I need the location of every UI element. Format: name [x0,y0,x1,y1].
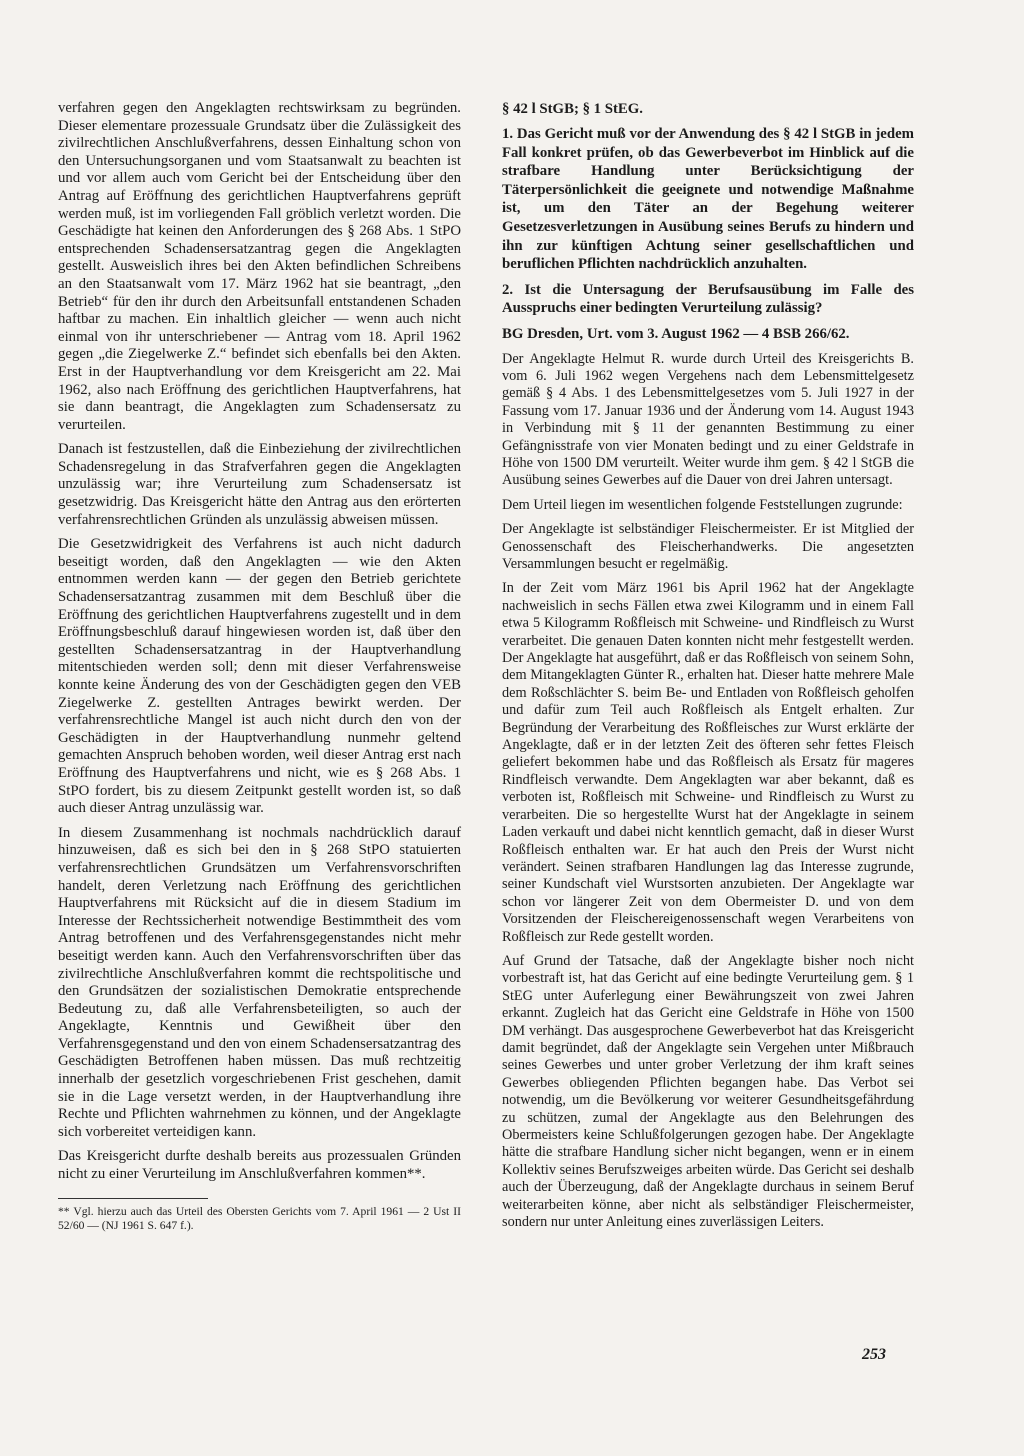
footnote: ** Vgl. hierzu auch das Urteil des Obersten Gerichts vom 7. April 1961 — 2 Ust II 52/60 — (NJ 1961 S. 647 f.). [58,1204,461,1233]
headnote-1: 1. Das Gericht muß vor der Anwendung des § 42 l StGB in jedem Fall konkret prüfen, ob das Gewerbeverbot im Hinblick auf die strafbare Handlung unter Berücksichtigung der Täterpersönlichkeit die geeignete und notwendige Maßnahme ist, um den Täter an der Begehung weiterer Gesetzesverletzungen in Ausübung seines Berufs zu hindern und ihn zur künftigen Achtung seiner gesellschaftlichen und beruflichen Pflichten nachdrücklich anzuhalten. [502,126,914,273]
case-citation: BG Dresden, Urt. vom 3. August 1962 — 4 BSB 266/62. [502,325,850,342]
right-paragraph-5: Auf Grund der Tatsache, daß der Angeklagte bisher noch nicht vorbestraft ist, hat das Gericht auf eine bedingte Verurteilung gem. § 1 StEG unter Auferlegung einer Bewährungszeit von zwei Jahren erkannt. Zugleich hat das Gericht eine Geldstrafe in Höhe von 1500 DM verhängt. Das ausgesprochene Gewerbeverbot hat das Kreisgericht damit begründet, daß der Angeklagte sein Vergehen unter Mißbrauch seines Gewerbes und unter grober Verletzung der ihm kraft seines Gewerbes obliegenden Pflichten begangen habe. Das Verbot sei notwendig, um die Bevölkerung vor weiterer Gesundheitsgefährdung zu schützen, zumal der Angeklagte aus den Belehrungen des Obermeisters keine Schlußfolgerungen gezogen habe. Der Angeklagte hätte die strafbare Handlung sicher nicht begangen, wenn er in einem Kollektiv seines Berufszweiges arbeiten würde. Das Gericht sei deshalb auch der Überzeugung, daß der Angeklagte durchaus in seinem Beruf weiterarbeiten könne, aber nicht als selbständiger Fleischermeister, sondern nur unter Anleitung eines zuverlässigen Leiters. [502,952,914,1231]
headnote-2: 2. Ist die Untersagung der Berufsausübung im Falle des Ausspruchs einer bedingten Verurteilung zulässig? [502,281,914,317]
footnote-divider [58,1198,208,1199]
page-number: 253 [862,1346,886,1363]
left-paragraph-4: In diesem Zusammenhang ist nochmals nachdrücklich darauf hinzuweisen, daß es sich bei den in § 268 StPO statuierten verfahrensrechtlichen Grundsätzen um Verfahrensvorschriften handelt, deren Verletzung nach Eröffnung des gerichtlichen Hauptverfahrens mit Rücksicht auf die in diesem Stadium im Interesse der Rechtssicherheit notwendige Bestimmtheit des vom Antrag betroffenen und des Verfahrensgegenstandes nicht mehr beseitigt werden kann. Auch den Verfahrensvorschriften über das zivilrechtliche Anschlußverfahren kommt die rechtspolitische und den Grundsätzen der sozialistischen Demokratie entsprechende Bedeutung zu, daß alle Verfahrensbeteiligten, so auch der Angeklagte, Kenntnis und Gewißheit über den Verfahrensgegenstand und den von einem Schadensersatzantrag des Geschädigten Betroffenen haben müssen. Das muß rechtzeitig innerhalb der gesetzlich vorgeschriebenen Frist geschehen, damit sie in die Lage versetzt werden, in der Hauptverhandlung ihre Rechte und Pflichten wahrnehmen zu können, und der Angeklagte sich vorbereitet verteidigen kann. [58,824,461,1140]
left-column [58,100,461,1233]
left-paragraph-2: Danach ist festzustellen, daß die Einbeziehung der zivilrechtlichen Schadensregelung in das Strafverfahren gegen die Angeklagten unzulässig war; ihre Verurteilung zum Schadensersatz ist gesetzwidrig. Das Kreisgericht hätte den Antrag aus den erörterten verfahrensrechtlichen Gründen als unzulässig abweisen müssen. [58,441,461,528]
right-paragraph-1: Der Angeklagte Helmut R. wurde durch Urteil des Kreisgerichts B. vom 6. Juli 1962 wegen Vergehens nach dem Lebensmittelgesetz gemäß § 4 Abs. 1 des Lebensmittelgesetzes vom 5. Juli 1927 in der Fassung vom 17. Januar 1936 und der Änderung vom 14. August 1943 in Verbindung mit § 11 der genannten Bestimmung zu einer Gefängnisstrafe von vier Monaten bedingt und zu einer Geldstrafe in Höhe von 1500 DM verurteilt. Weiter wurde ihm gem. § 42 l StGB die Ausübung seines Gewerbes auf die Dauer von drei Jahren untersagt. [502,350,914,489]
left-paragraph-3: Die Gesetzwidrigkeit des Verfahrens ist auch nicht dadurch beseitigt worden, daß den Angeklagten — wie den Akten entnommen werden kann — der gegen den Betrieb gerichtete Schadensersatzantrag zusammen mit dem Beschluß über die Eröffnung des gerichtlichen Hauptverfahrens zugestellt und in dem Eröffnungsbeschluß darauf hingewiesen worden ist, daß über den gestellten Schadensersatzantrag in der Hauptverhandlung mitentschieden werden soll; denn mit dieser Verfahrensweise konnte keine Änderung des von der Geschädigten gegen den VEB Ziegelwerke Z. gestellten Antrages bewirkt werden. Der verfahrensrechtliche Mangel ist auch nicht durch den von der Geschädigten in der Hauptverhandlung nunmehr geltend gemachten Anspruch behoben worden, weil dieser Antrag erst nach Eröffnung des Hauptverfahrens und nicht, wie es § 268 Abs. 1 StPO fordert, bis zu diesem Zeitpunkt gestellt worden ist, so daß auch dieser Antrag unzulässig war. [58,536,461,817]
section-heading: § 42 l StGB; § 1 StEG. [502,101,643,117]
right-paragraph-4: In der Zeit vom März 1961 bis April 1962 hat der Angeklagte nachweislich in sechs Fällen etwa zwei Kilogramm und in einem Fall etwa 5 Kilogramm Roßfleisch mit Schweine- und Rindfleisch zu Wurst verarbeitet. Die genauen Daten konnten nicht mehr festgestellt werden. Der Angeklagte hat ausgeführt, daß er das Roßfleisch von seinem Sohn, dem Mitangeklagten Günter R., erhalten hat. Dieser hatte mehrere Male dem Roßschlächter S. beim Be- und Entladen von Roßfleisch geholfen und dafür zum Teil auch Roßfleisch als Entgelt erhalten. Zur Begründung der Verarbeitung des Roßfleisches zur Wurst erklärte der Angeklagte, daß er in der letzten Zeit des öfteren sehr fettes Fleisch geliefert bekommen habe und das Roßfleisch als Ersatz für mageres Rindfleisch verwandte. Dem Angeklagten war aber bekannt, daß es verboten ist, Roßfleisch mit Schweine- und Rindfleisch zu Wurst zu verarbeiten. Die so hergestellte Wurst hat der Angeklagte in seinem Laden verkauft und dabei nicht kenntlich gemacht, daß in dieser Wurst Roßfleisch enthalten war. Er hat auch den Preis der Wurst nicht verändert. Seinen strafbaren Handlungen lag das Interesse zugrunde, seiner Kundschaft viel Wurstsorten anzubieten. Der Angeklagte war schon vor längerer Zeit von dem Obermeister D. und von dem Vorsitzenden der Fleischereigenossenschaft wegen Verarbeitens von Roßfleisch zur Rede gestellt worden. [502,580,914,945]
right-paragraph-2: Dem Urteil liegen im wesentlichen folgende Feststellungen zugrunde: [502,496,903,513]
left-paragraph-1: verfahren gegen den Angeklagten rechtswirksam zu begründen. Dieser elementare prozessuale Grundsatz über die Zulässigkeit des zivilrechtlichen Anschlußverfahrens, dessen Einhaltung schon von den Untersuchungsorganen und vom Staatsanwalt zu beachten ist und vor allem auch vom Gericht bei der Entscheidung über den Antrag auf Eröffnung des gerichtlichen Hauptverfahrens geprüft werden muß, ist im vorliegenden Fall gröblich verletzt worden. Die Geschädigte hat keinen den Anforderungen des § 268 Abs. 1 StPO entsprechenden Schadensersatzantrag gegen die Angeklagten gestellt. Ausweislich ihres bei den Akten befindlichen Schreibens an den Staatsanwalt vom 17. März 1962 hat sie beantragt, „den Betrieb“ für den ihr durch den Arbeitsunfall entstandenen Schaden haftbar zu machen. Ein inhaltlich gleicher — wenn auch nicht einmal von ihr unterschriebener — Antrag vom 18. April 1962 gegen „die Ziegelwerke Z.“ befindet sich ebenfalls bei den Akten. Erst in der Hauptverhandlung vor dem Kreisgericht am 22. Mai 1962, also nach Eröffnung des gerichtlichen Hauptverfahrens, hat sie dann beantragt, die Angeklagten zum Schadensersatz zu verurteilen. [58,100,461,433]
left-paragraph-5: Das Kreisgericht durfte deshalb bereits aus prozessualen Gründen nicht zu einer Verurteilung im Anschlußverfahren kommen**. [58,1148,461,1183]
right-column [502,100,914,1231]
right-paragraph-3: Der Angeklagte ist selbständiger Fleischermeister. Er ist Mitglied der Genossenschaft des Fleischerhandwerks. Die angesetzten Versammlungen besucht er regelmäßig. [502,521,914,572]
